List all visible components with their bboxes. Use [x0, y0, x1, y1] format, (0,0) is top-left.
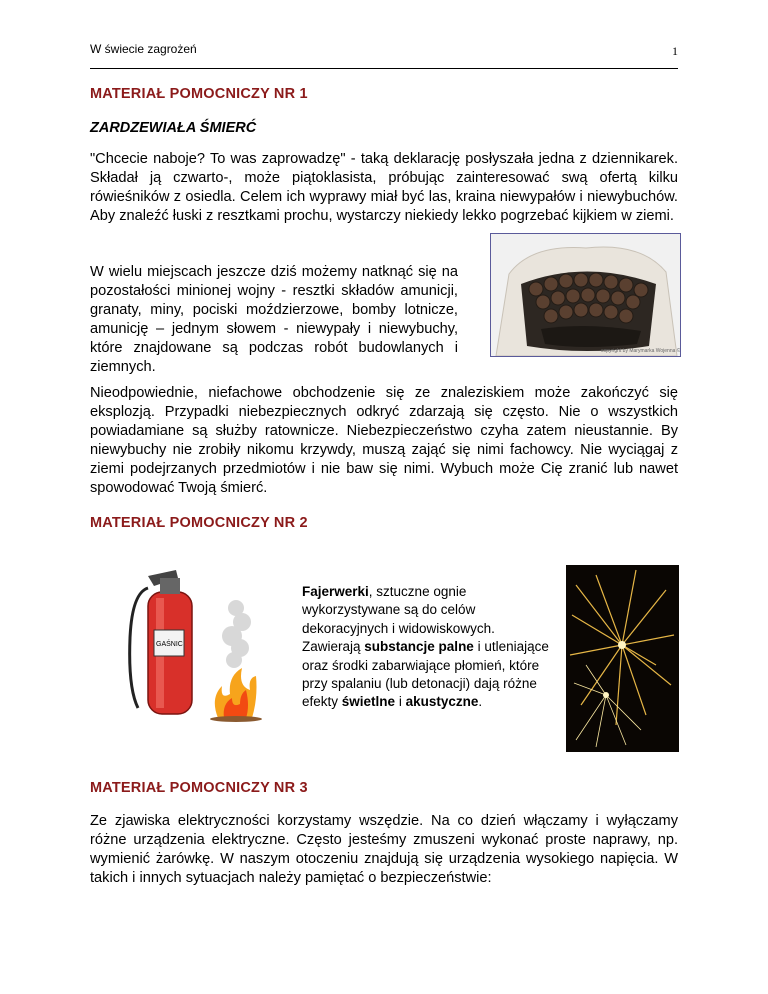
- light-effects-term: świetlne: [341, 694, 396, 710]
- extinguisher-label: GAŚNIC: [156, 641, 183, 648]
- acoustic-effects-term: akustyczne: [405, 694, 479, 710]
- section1-intro: "Chcecie naboje? To was zaprowadzę" - taką deklarację posłyszała jedna z dziennikarek. Składał ją czwarto-, może piątoklasista, próbując zainteresować swą ofertą kilku rówieśników z osiedla. Celem ich wyprawy miał być las, kraina niewypałów i niewybuchów. Aby znaleźć łuski z resztkami prochu, wystarczy niekiedy lekko pogrzebać kijkiem w ziemi.: [90, 151, 678, 224]
- ammunition-photo: [490, 233, 681, 357]
- fireworks-text-1: , sztuczne ognie wykorzystywane są do celów dekoracyjnych i widowiskowych. Zawierają: [302, 584, 495, 655]
- section2-heading: MATERIAŁ POMOCNICZY NR 2: [90, 515, 308, 531]
- page-number: 1: [672, 44, 678, 58]
- fireworks-text-2: i utleniające oraz środki zabarwiające płomień, które przy spalaniu (lub detonacji) dają różne efekty: [302, 639, 549, 710]
- flammable-substances-term: substancje palne: [364, 639, 474, 655]
- section3-text: Ze zjawiska elektryczności korzystamy wszędzie. Na co dzień włączamy i wyłączamy różne urządzenia elektryczne. Często jesteśmy zmuszeni wykonać proste naprawy, np. wymienić żarówkę. W naszym otoczeniu znajdują się urządzenia wysokiego napięcia. W takich i innych sytuacjach należy pamiętać o bezpieczeństwie:: [90, 813, 678, 886]
- fireworks-term: Fajerwerki: [302, 584, 369, 599]
- photo-credit: copyright by Marymarka Wojenna ©: [601, 348, 680, 354]
- fireworks-photo: [566, 565, 679, 752]
- section1-closing: Nieodpowiednie, niefachowe obchodzenie się ze znaleziskiem może zakończyć się eksplozją. Przypadki niebezpiecznych odkryć zdarzają się często. Nie o wszystkich powiadamiane są służby ratownicze. Niebezpieczeństwo czyha zatem nieustannie. By niewybuchy nie zrobiły nikomu krzywdy, muszą zająć się nimi fachowcy. Nie wyciągaj z ziemi podejrzanych przedmiotów i nie baw się nimi. Wybuch może Cię zranić lub nawet spowodować Twoją śmierć.: [90, 385, 678, 496]
- section1-heading: MATERIAŁ POMOCNICZY NR 1: [90, 86, 308, 102]
- section3-heading: MATERIAŁ POMOCNICZY NR 3: [90, 780, 308, 796]
- fireworks-text-3: i: [395, 694, 406, 710]
- section1-side-text: W wielu miejscach jeszcze dziś możemy natknąć się na pozostałości minionej wojny - resztki składów amunicji, granaty, miny, pociski moździerzowe, bomby lotnicze, amunicję – jednym słowem - niewypały i niewybuchy, które znajdowane są podczas robót budowlanych i ziemnych.: [90, 264, 458, 375]
- page-header: [90, 40, 678, 69]
- fireworks-description: [302, 583, 552, 712]
- extinguisher-illustration: [118, 558, 268, 728]
- header-title: W świecie zagrożeń: [90, 42, 197, 56]
- fireworks-text-4: .: [478, 694, 483, 710]
- section1-subheading: ZARDZEWIAŁA ŚMIERĆ: [90, 120, 257, 136]
